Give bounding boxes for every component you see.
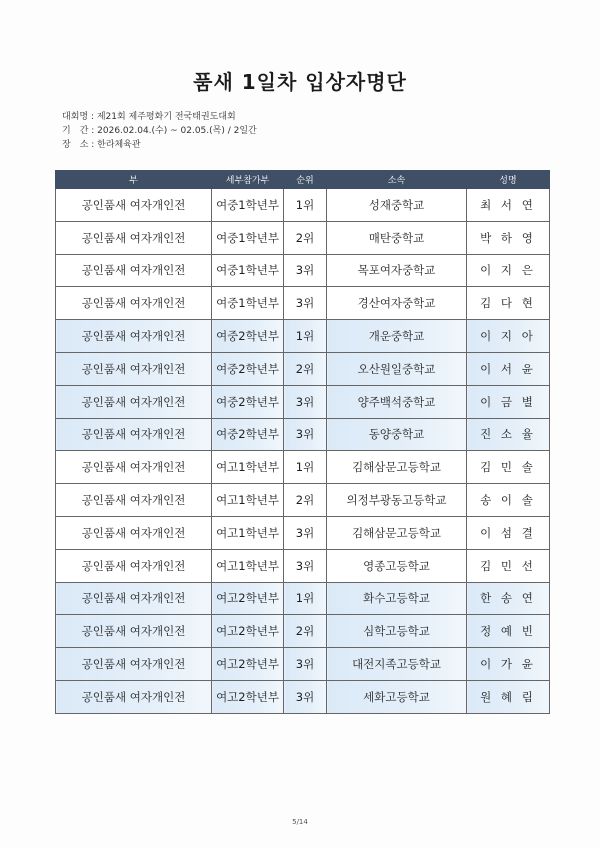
cell-division: 공인품새 여자개인전 [56,648,212,681]
cell-rank: 1위 [284,451,327,484]
cell-subdivision: 여중2학년부 [212,385,284,418]
cell-name: 김 민 솔 [467,451,550,484]
table-row [56,385,550,418]
cell-name: 김 민 선 [467,549,550,582]
table-row [56,516,550,549]
cell-subdivision: 여고2학년부 [212,582,284,615]
cell-name: 최 서 연 [467,189,550,222]
event-period: 기 간 : 2026.02.04.(수) ~ 02.05.(목) / 2일간 [62,126,257,136]
table-header-row [56,171,550,189]
cell-team: 영종고등학교 [327,549,467,582]
cell-division: 공인품새 여자개인전 [56,418,212,451]
header-name: 성명 [467,171,550,189]
cell-rank: 1위 [284,582,327,615]
event-info [62,110,257,152]
cell-team: 매탄중학교 [327,221,467,254]
cell-subdivision: 여중2학년부 [212,320,284,353]
cell-subdivision: 여고1학년부 [212,484,284,517]
cell-subdivision: 여중1학년부 [212,189,284,222]
cell-rank: 3위 [284,648,327,681]
event-name: 대회명 : 제21회 제주평화기 전국태권도대회 [62,112,236,122]
header-team: 소속 [327,171,467,189]
cell-rank: 3위 [284,287,327,320]
table-row [56,189,550,222]
document-title: 품새 1일차 입상자명단 [193,70,407,94]
cell-team: 김해삼문고등학교 [327,516,467,549]
table-row [56,221,550,254]
cell-division: 공인품새 여자개인전 [56,451,212,484]
cell-rank: 2위 [284,484,327,517]
cell-subdivision: 여중2학년부 [212,352,284,385]
cell-team: 양주백석중학교 [327,385,467,418]
cell-name: 송 이 솔 [467,484,550,517]
cell-subdivision: 여중1학년부 [212,254,284,287]
cell-rank: 3위 [284,418,327,451]
header-division: 부 [56,171,212,189]
table-row [56,254,550,287]
cell-rank: 2위 [284,352,327,385]
cell-division: 공인품새 여자개인전 [56,287,212,320]
cell-division: 공인품새 여자개인전 [56,254,212,287]
table-row [56,352,550,385]
cell-rank: 2위 [284,221,327,254]
cell-division: 공인품새 여자개인전 [56,385,212,418]
cell-rank: 1위 [284,189,327,222]
cell-subdivision: 여중1학년부 [212,287,284,320]
cell-division: 공인품새 여자개인전 [56,549,212,582]
cell-name: 한 송 연 [467,582,550,615]
cell-division: 공인품새 여자개인전 [56,516,212,549]
cell-subdivision: 여중2학년부 [212,418,284,451]
cell-team: 김해삼문고등학교 [327,451,467,484]
table-row [56,418,550,451]
page-number: 5/14 [292,818,308,826]
cell-name: 박 하 영 [467,221,550,254]
cell-subdivision: 여고1학년부 [212,516,284,549]
cell-subdivision: 여고2학년부 [212,615,284,648]
cell-division: 공인품새 여자개인전 [56,615,212,648]
cell-division: 공인품새 여자개인전 [56,352,212,385]
cell-rank: 2위 [284,615,327,648]
cell-team: 오산원일중학교 [327,352,467,385]
cell-team: 의정부광동고등학교 [327,484,467,517]
cell-team: 화수고등학교 [327,582,467,615]
cell-team: 동양중학교 [327,418,467,451]
table-row [56,582,550,615]
cell-team: 세화고등학교 [327,680,467,713]
cell-name: 정 예 빈 [467,615,550,648]
cell-name: 원 혜 림 [467,680,550,713]
cell-division: 공인품새 여자개인전 [56,582,212,615]
cell-division: 공인품새 여자개인전 [56,484,212,517]
cell-team: 심학고등학교 [327,615,467,648]
cell-rank: 3위 [284,516,327,549]
cell-division: 공인품새 여자개인전 [56,320,212,353]
table-row [56,615,550,648]
cell-rank: 1위 [284,320,327,353]
cell-subdivision: 여고2학년부 [212,648,284,681]
cell-name: 이 서 윤 [467,352,550,385]
table-body [56,189,550,714]
table-row [56,680,550,713]
cell-rank: 3위 [284,680,327,713]
cell-name: 이 금 별 [467,385,550,418]
cell-team: 대전지족고등학교 [327,648,467,681]
header-subdivision: 세부참가부 [212,171,284,189]
cell-rank: 3위 [284,549,327,582]
event-venue: 장 소 : 한라체육관 [62,140,141,150]
cell-team: 경산여자중학교 [327,287,467,320]
cell-name: 이 섬 결 [467,516,550,549]
cell-name: 이 지 은 [467,254,550,287]
cell-name: 진 소 율 [467,418,550,451]
cell-name: 김 다 현 [467,287,550,320]
cell-division: 공인품새 여자개인전 [56,189,212,222]
header-rank: 순위 [284,171,327,189]
cell-team: 목포여자중학교 [327,254,467,287]
cell-subdivision: 여고2학년부 [212,680,284,713]
cell-name: 이 지 아 [467,320,550,353]
cell-team: 성재중학교 [327,189,467,222]
table-row [56,484,550,517]
table-row [56,648,550,681]
cell-subdivision: 여고1학년부 [212,549,284,582]
cell-division: 공인품새 여자개인전 [56,680,212,713]
cell-subdivision: 여중1학년부 [212,221,284,254]
table-row [56,287,550,320]
table-row [56,320,550,353]
cell-rank: 3위 [284,254,327,287]
table-row [56,549,550,582]
cell-name: 이 가 윤 [467,648,550,681]
results-table [55,170,550,714]
cell-rank: 3위 [284,385,327,418]
cell-division: 공인품새 여자개인전 [56,221,212,254]
table-row [56,451,550,484]
cell-team: 개운중학교 [327,320,467,353]
cell-subdivision: 여고1학년부 [212,451,284,484]
